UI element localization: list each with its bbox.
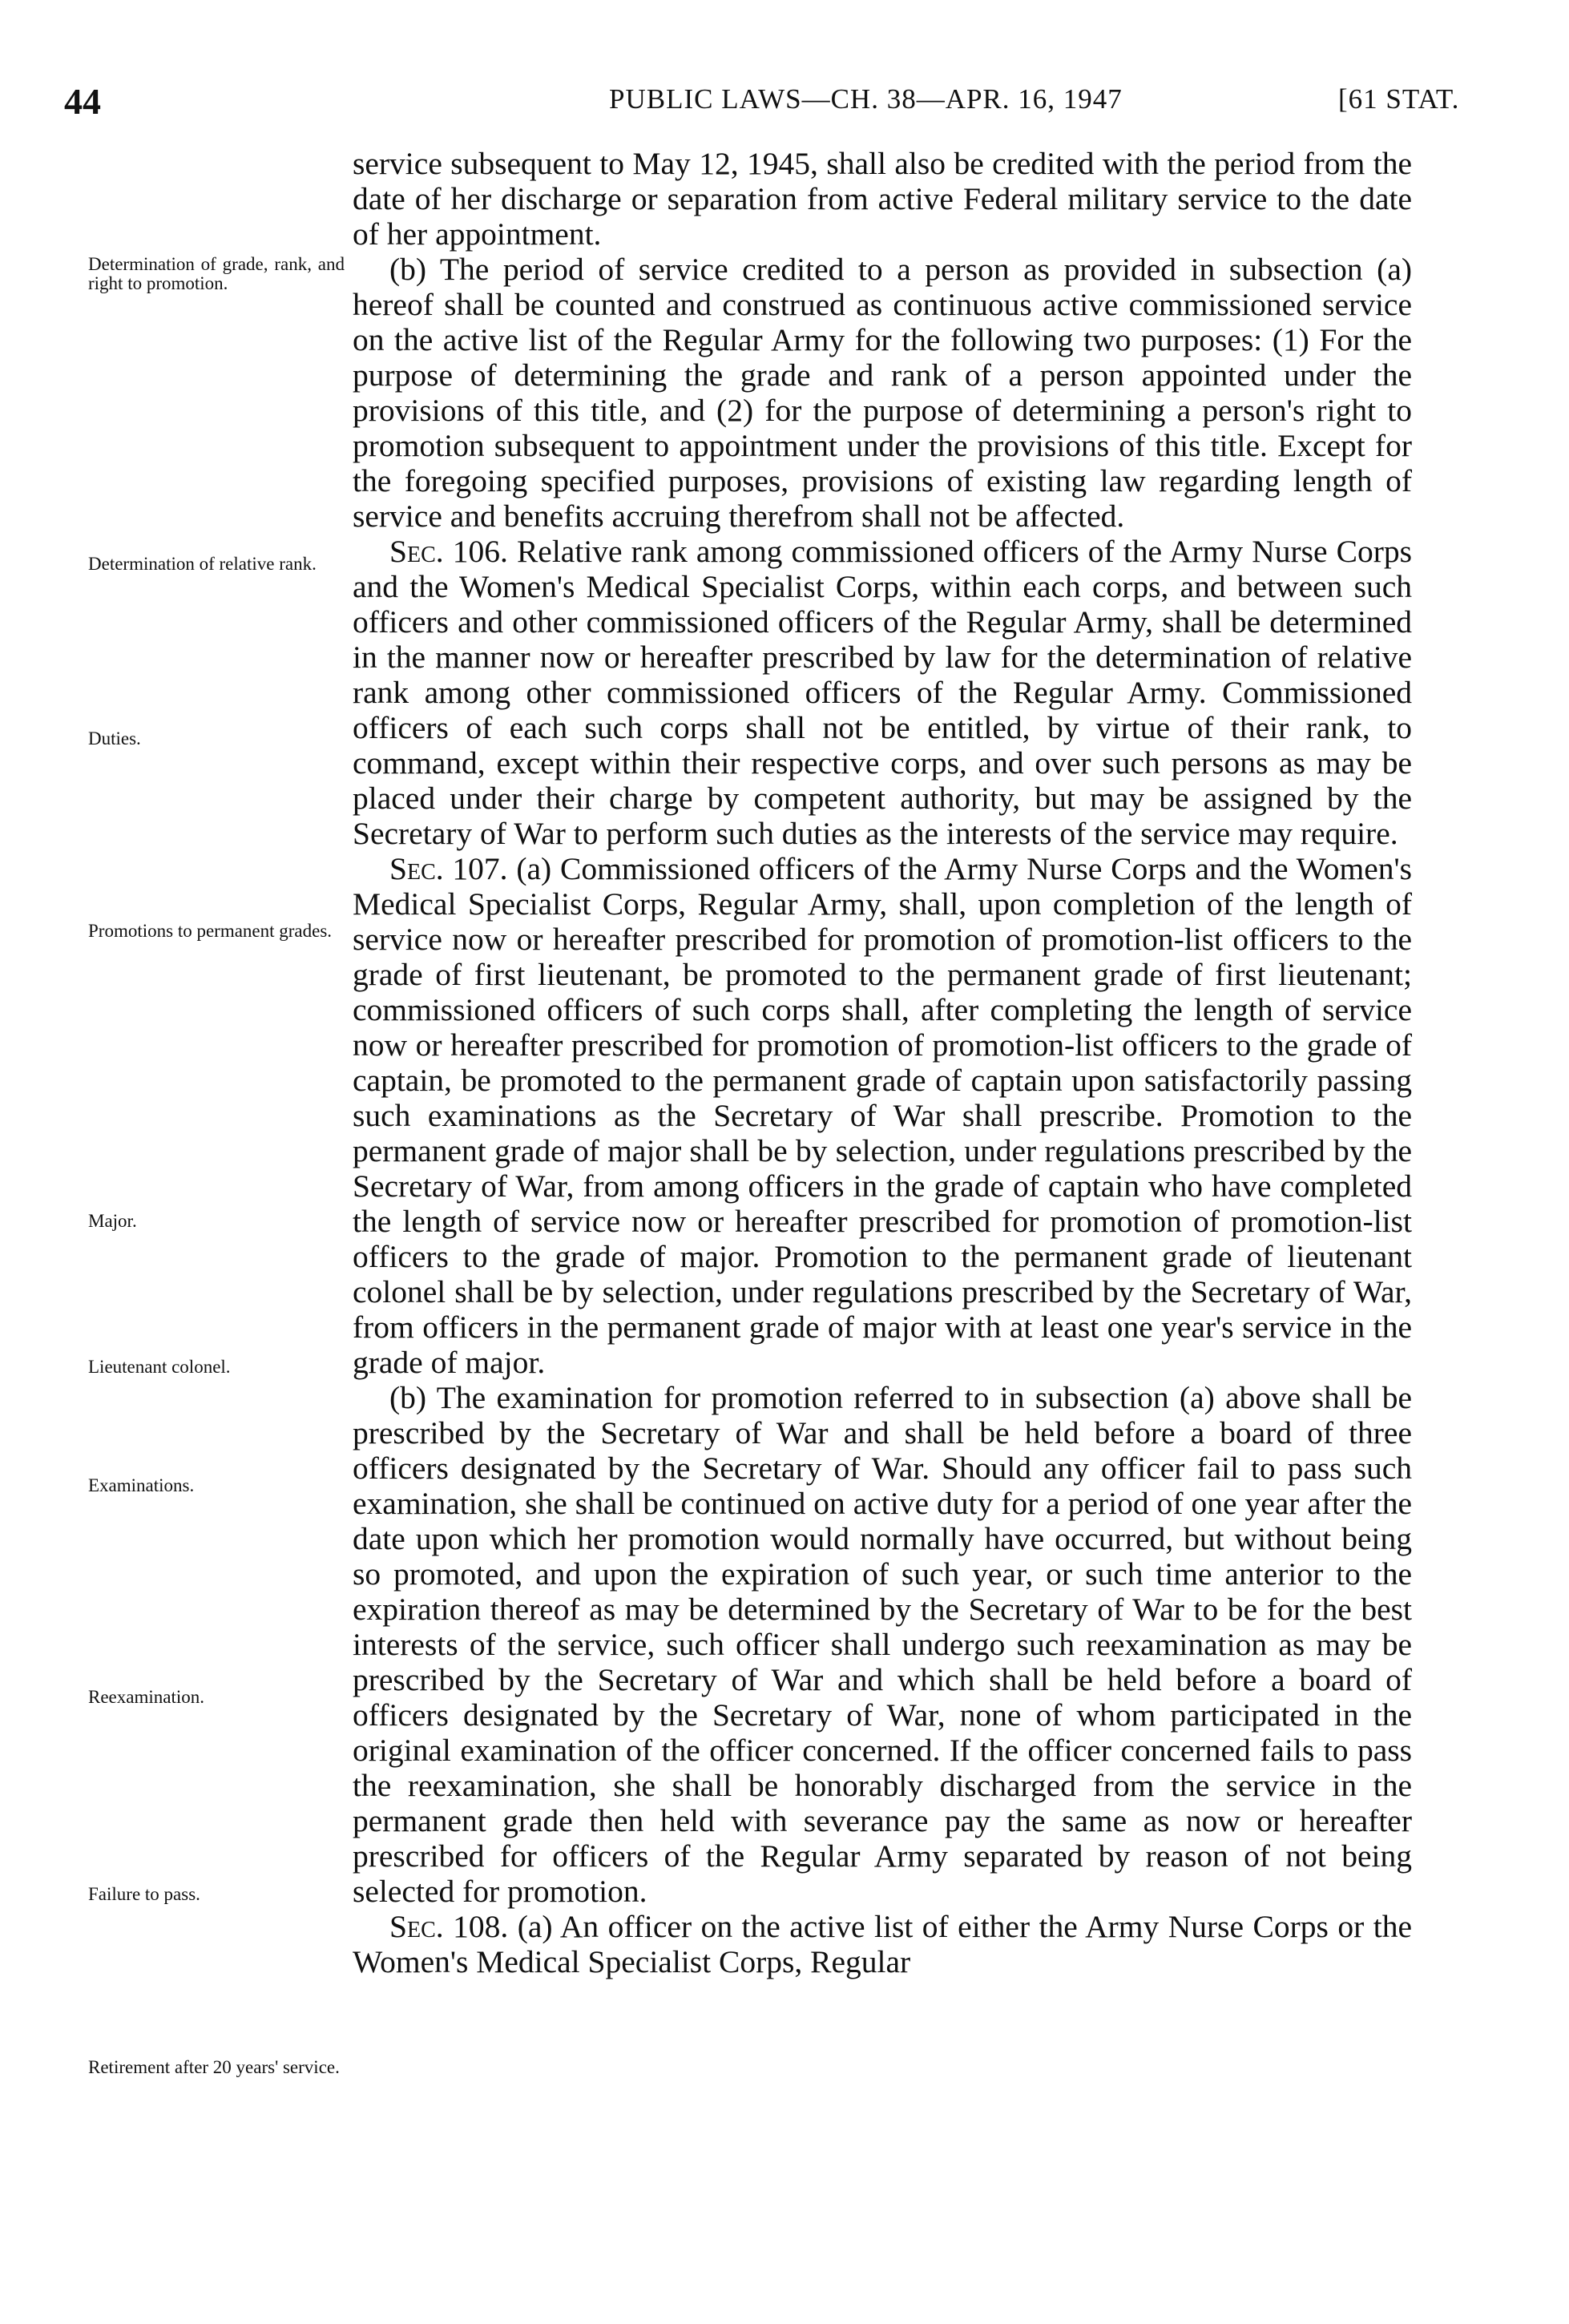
sidenote-retirement: Retirement after 20 years' service.	[88, 2057, 340, 2077]
sidenote-promotions: Promotions to permanent grades.	[88, 921, 333, 941]
paragraph-sec-107-b: (b) The examination for promotion referred to in subsection (a) above shall be prescribed by the Secretary of War and shall be held before a board of three officers designated by the Secretary of War. Should any officer fail to pass such examination, she shall be continued on active duty for a period of one year after the date upon which her promotion would normally have occurred, but without being so promoted, and upon the expiration of such year, or such time anterior to the expiration thereof as may be determined by the Secretary of War to be for the best interests of the service, such officer shall undergo such reexamination as may be prescribed by the Secretary of War and which shall be held before a board of officers designated by the Secretary of War, none of whom participated in the original examination of the officer concerned. If the officer concerned fails to pass the reexamination, she shall be honorably discharged from the service in the permanent grade then held with severance pay the same as now or hereafter prescribed for officers of the Regular Army separated by reason of not being selected for promotion.	[353, 1380, 1412, 1909]
body-text	[353, 146, 1412, 1979]
paragraph-sec-108	[353, 1909, 1412, 1979]
sidenote-lieutenant-colonel: Lieutenant colonel.	[88, 1357, 231, 1377]
sidenote-major: Major.	[88, 1211, 137, 1231]
paragraph-continuation: service subsequent to May 12, 1945, shall also be credited with the period from the date of her discharge or separation from active Federal military service to the date of her appointment.	[353, 146, 1412, 252]
section-label: Sec. 106.	[389, 534, 508, 569]
section-text: (a) An officer on the active list of either the Army Nurse Corps or the Women's Medical Specialist Corps, Regular	[353, 1909, 1413, 1979]
sidenote-duties: Duties.	[88, 728, 141, 748]
running-head: PUBLIC LAWS—CH. 38—APR. 16, 1947	[609, 83, 1123, 115]
section-text: Relative rank among commissioned officers of the Army Nurse Corps and the Women's Medical Specialist Corps, within each corps, and between such officers and other commissioned officers of the Regular Army, shall be determined in the manner now or hereafter prescribed by law for the determination of relative rank among other commissioned officers of the Regular Army. Commissioned officers of each such corps shall not be entitled, by virtue of their rank, to command, except within their respective corps, and over such persons as may be placed under their charge by competent authority, but may be assigned by the Secretary of War to perform such duties as the interests of the service may require.	[353, 534, 1413, 851]
section-text: (a) Commissioned officers of the Army Nurse Corps and the Women's Medical Specialist Corps, Regular Army, shall, upon completion of the length of service now or hereafter prescribed for promotion of promotion-list officers to the grade of first lieutenant, be promoted to the permanent grade of first lieutenant; commissioned officers of such corps shall, after completing the length of service now or hereafter prescribed for promotion of promotion-list officers to the grade of captain, be promoted to the permanent grade of captain upon satisfactorily passing such examinations as the Secretary of War shall prescribe. Promotion to the permanent grade of major shall be by selection, under regulations prescribed by the Secretary of War, from among officers in the grade of captain who have completed the length of service now or hereafter prescribed for promotion of promotion-list officers to the grade of major. Promotion to the permanent grade of lieutenant colonel shall be by selection, under regulations prescribed by the Secretary of War, from officers in the permanent grade of major with at least one year's service in the grade of major.	[353, 851, 1413, 1380]
sidenote-relative-rank: Determination of relative rank.	[88, 554, 317, 574]
volume-reference: [61 STAT.	[1338, 83, 1460, 115]
paragraph-sec-107	[353, 851, 1412, 1380]
section-label: Sec. 108.	[389, 1909, 509, 1944]
page-number: 44	[64, 81, 101, 122]
sidenote-reexamination: Reexamination.	[88, 1687, 204, 1707]
sidenote-failure-to-pass: Failure to pass.	[88, 1884, 200, 1904]
sidenote-determination-of-grade: Determination of grade, rank, and right to promotion.	[88, 254, 345, 293]
sidenote-examinations: Examinations.	[88, 1475, 195, 1495]
paragraph-sec-106	[353, 534, 1412, 851]
section-label: Sec. 107.	[389, 851, 508, 886]
paragraph-subsection-b: (b) The period of service credited to a person as provided in subsection (a) hereof shall be counted and construed as continuous active commissioned service on the active list of the Regular Army for the following two purposes: (1) For the purpose of determining the grade and rank of a person appointed under the provisions of this title, and (2) for the purpose of determining a person's right to promotion subsequent to appointment under the provisions of this title. Except for the foregoing specified purposes, provisions of existing law regarding length of service and benefits accruing therefrom shall not be affected.	[353, 252, 1412, 534]
